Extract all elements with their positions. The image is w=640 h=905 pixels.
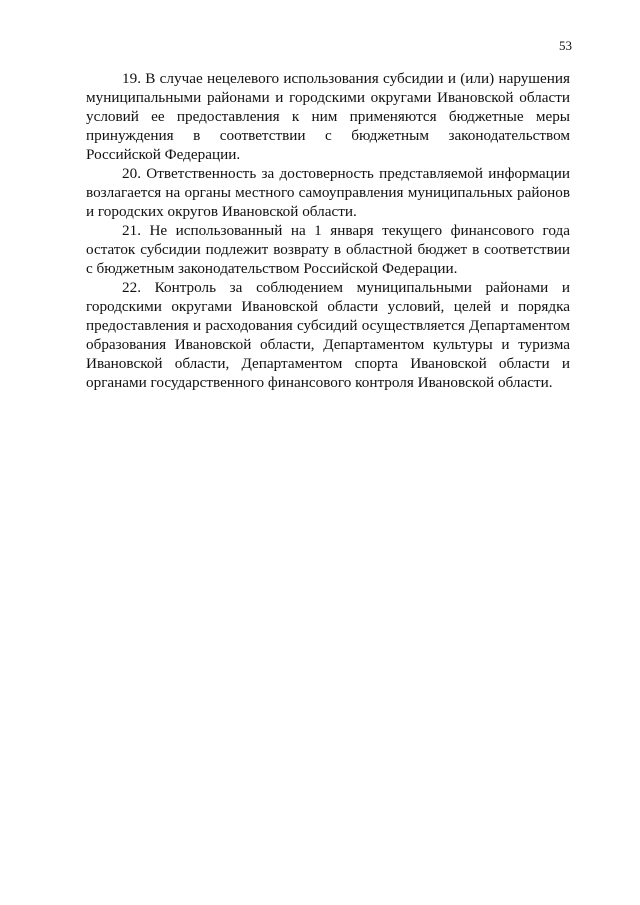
paragraph-19: 19. В случае нецелевого использования субсидии и (или) нарушения муниципальными районами и городскими округами Ивановской области условий ее предоставления к ним применяются бюджетные меры принуждения в соответствии с бюджетным законодательством Российской Федерации.: [86, 70, 570, 163]
paragraph-21: 21. Не использованный на 1 января текущего финансового года остаток субсидии подлежит возврату в областной бюджет в соответствии с бюджетным законодательством Российской Федерации.: [86, 222, 570, 277]
paragraph-20: 20. Ответственность за достоверность представляемой информации возлагается на органы местного самоуправления муниципальных районов и городских округов Ивановской области.: [86, 165, 570, 220]
document-body: [86, 69, 570, 392]
page-number: 53: [559, 38, 572, 53]
paragraph-22: 22. Контроль за соблюдением муниципальными районами и городскими округами Ивановской области условий, целей и порядка предоставления и расходования субсидий осуществляется Департаментом образования Ивановской области, Департаментом культуры и туризма Ивановской области, Департаментом спорта Ивановской области и органами государственного финансового контроля Ивановской области.: [86, 279, 570, 391]
